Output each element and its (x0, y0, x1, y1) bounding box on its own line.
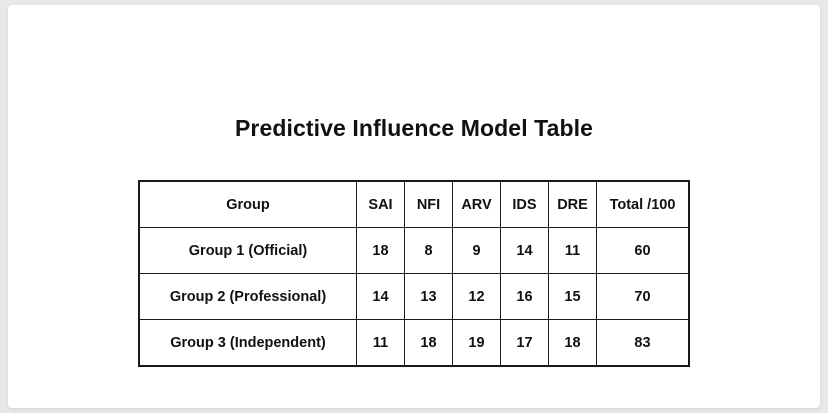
cell-arv: 19 (453, 320, 501, 367)
cell-sai: 18 (357, 228, 405, 274)
predictive-influence-model-table (138, 180, 690, 367)
cell-ids: 17 (501, 320, 549, 367)
column-header-group: Group (139, 181, 357, 228)
table-row (139, 274, 689, 320)
cell-dre: 11 (549, 228, 597, 274)
table-header-row (139, 181, 689, 228)
cell-group-name: Group 3 (Independent) (139, 320, 357, 367)
column-header-sai: SAI (357, 181, 405, 228)
cell-nfi: 8 (405, 228, 453, 274)
table-header (139, 181, 689, 228)
column-header-ids: IDS (501, 181, 549, 228)
cell-ids: 14 (501, 228, 549, 274)
cell-group-name: Group 2 (Professional) (139, 274, 357, 320)
table-body (139, 228, 689, 367)
column-header-arv: ARV (453, 181, 501, 228)
column-header-total: Total /100 (597, 181, 690, 228)
cell-total: 83 (597, 320, 690, 367)
table-row (139, 228, 689, 274)
cell-nfi: 18 (405, 320, 453, 367)
document-page (8, 5, 820, 408)
document-content (8, 5, 820, 367)
cell-sai: 11 (357, 320, 405, 367)
cell-arv: 9 (453, 228, 501, 274)
cell-dre: 18 (549, 320, 597, 367)
page-title: Predictive Influence Model Table (234, 115, 594, 141)
column-header-nfi: NFI (405, 181, 453, 228)
cell-ids: 16 (501, 274, 549, 320)
cell-group-name: Group 1 (Official) (139, 228, 357, 274)
cell-nfi: 13 (405, 274, 453, 320)
cell-arv: 12 (453, 274, 501, 320)
cell-total: 60 (597, 228, 690, 274)
column-header-dre: DRE (549, 181, 597, 228)
cell-dre: 15 (549, 274, 597, 320)
cell-sai: 14 (357, 274, 405, 320)
cell-total: 70 (597, 274, 690, 320)
table-container (8, 180, 820, 367)
table-row (139, 320, 689, 367)
